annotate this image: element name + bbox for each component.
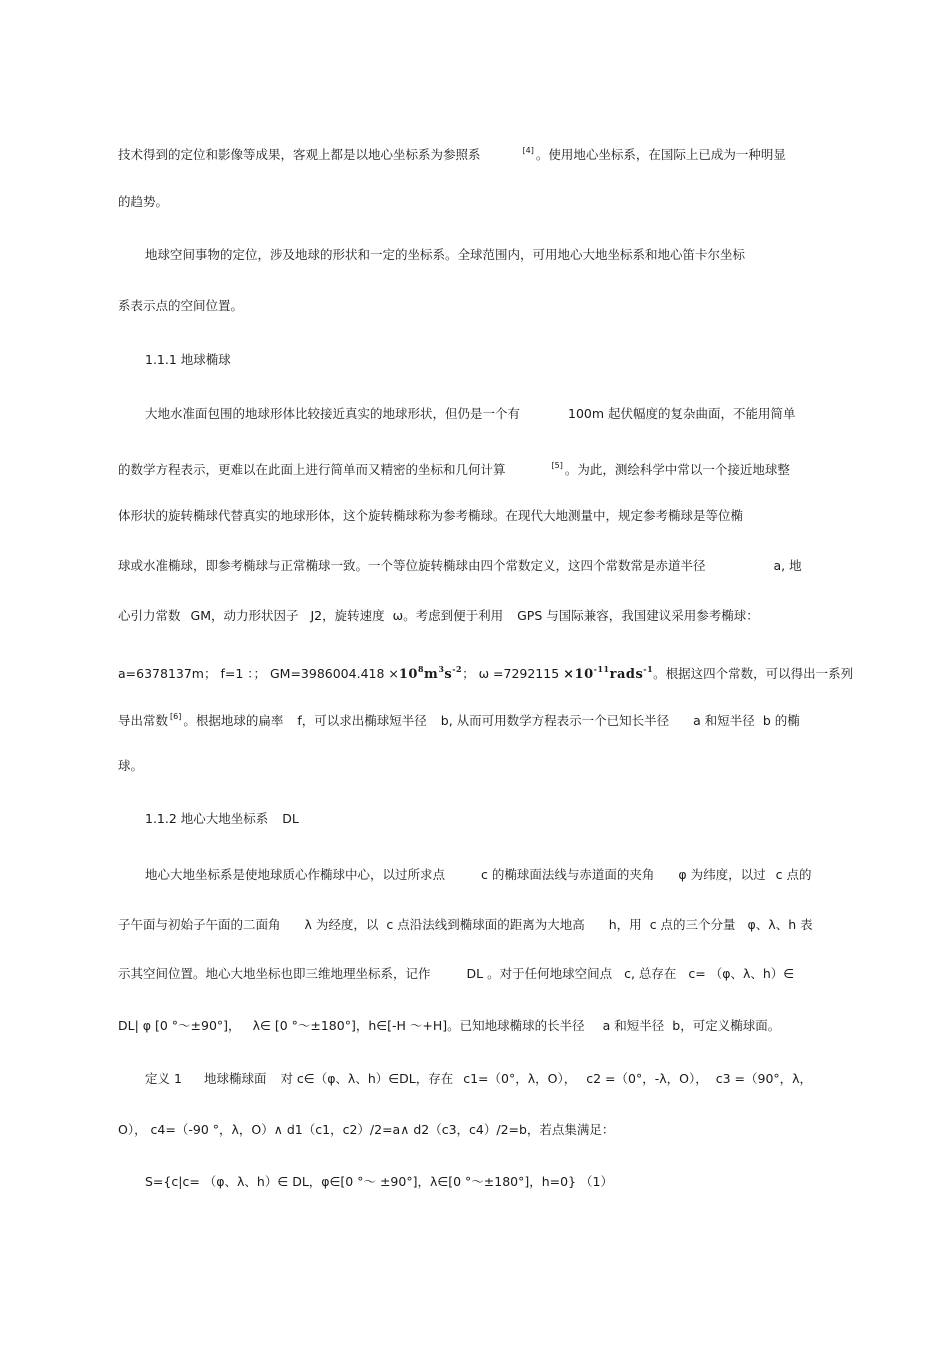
paragraph-line [118,660,854,684]
formula-exponent: -11 [593,664,610,674]
text: 的数学方程表示，更难以在此面上进行简单而又精密的坐标和几何计算 [118,462,506,477]
text: 大地水准面包围的地球形体比较接近真实的地球形状，但仍是一个有 [145,406,521,421]
text: a 和短半径 [602,1018,665,1033]
text: c= （φ、λ、h）∈ [688,966,795,981]
text: a=6378137m； f=1 ：； GM=3986004.418 × [118,666,399,681]
heading-text: DL [282,811,299,826]
text: c 点沿法线到椭球面的距离为大地高 [386,917,585,932]
text: 。为此，测绘科学中常以一个接近地球整 [564,462,790,477]
section-heading [145,810,859,828]
text: c2 =（0°，-λ，O）， [586,1071,708,1086]
formula-image [563,660,653,684]
text: GM，动力形状因子 [190,608,299,623]
text: 100m 起伏幅度的复杂曲面，不能用简单 [568,406,796,421]
text: 球。 [118,758,144,773]
equation-line [145,1173,835,1191]
paragraph-line [118,507,832,525]
text: 体形状的旋转椭球代替真实的地球形体，这个旋转椭球称为参考椭球。在现代大地测量中，规定参考椭球是等位椭 [118,508,744,523]
text: DL 。对于任何地球空间点 [466,966,613,981]
formula-exponent: -1 [643,664,654,674]
paragraph-line [118,607,832,625]
text: GPS 与国际兼容，我国建议采用参考椭球： [517,608,759,623]
text: 定义 1 [145,1071,182,1086]
text: 对 c∈（φ、λ、h）∈DL，存在 [280,1071,454,1086]
text: 心引力常数 [118,608,181,623]
paragraph-line [118,965,832,983]
text: φ、λ、h 表 [747,917,813,932]
text: h，用 [608,917,642,932]
text: 的趋势。 [118,194,169,209]
text: 系表示点的空间位置。 [118,298,244,313]
text: a 和短半径 [693,713,755,728]
paragraph-line [145,1070,835,1088]
formula-text: rads [609,667,644,682]
paragraph-line [118,757,832,775]
formula-image [399,660,462,684]
text: φ 为纬度，以过 [678,867,766,882]
paragraph-line [118,193,832,211]
text: c 点的三个分量 [649,917,736,932]
paragraph-line [145,405,835,423]
text: 。使用地心坐标系，在国际上已成为一种明显 [535,147,786,162]
formula-exponent: -2 [452,664,463,674]
paragraph-line [118,142,832,164]
formula-text: s [444,667,453,682]
section-heading [145,351,859,369]
text: b 的椭 [762,713,800,728]
citation: [4] [522,146,534,155]
text: ； ω =7292115 [462,666,564,681]
citation: [6] [170,712,182,721]
text: J2，旋转速度 [310,608,385,623]
paragraph-line [118,457,832,479]
paragraph-line [118,297,832,315]
text: 。根据这四个常数，可以得出一系列 [653,666,854,681]
text: c1=（0°，λ，O）， [463,1071,577,1086]
paragraph-line [118,1017,832,1035]
text: λ 为经度，以 [304,917,379,932]
equation-text: S={c|c= （φ、λ、h）∈ DL，φ∈[0 °～ ±90°]，λ∈[0 °～±180°]，h=0} （1） [145,1174,613,1189]
formula-exponent: 8 [417,664,425,674]
formula-text: 10 [398,667,418,682]
text: c, 总存在 [624,966,677,981]
text: c 的椭球面法线与赤道面的夹角 [481,867,655,882]
text: 地心大地坐标系是使地球质心作椭球中心，以过所求点 [145,867,446,882]
paragraph-line [118,1121,832,1139]
text: 。根据地球的扁率 [183,713,284,728]
citation: [5] [551,461,563,470]
text: 子午面与初始子午面的二面角 [118,917,281,932]
formula-text: ×10 [563,667,594,682]
paragraph-line [118,557,832,575]
text: 球或水准椭球，即参考椭球与正常椭球一致。一个等位旋转椭球由四个常数定义，这四个常数常是赤道半径 [118,558,706,573]
text: O）， c4=（-90 °，λ，O）∧ d1（c1，c2）/2=a∧ d2（c3，c4）/2=b，若点集满足： [118,1122,615,1137]
heading-text: 1.1.2 地心大地坐标系 [145,811,269,826]
text: 示其空间位置。地心大地坐标也即三维地理坐标系，记作 [118,966,431,981]
text: c 点的 [775,867,812,882]
formula-exponent: 3 [438,664,445,674]
heading-text: 1.1.1 地球椭球 [145,352,231,367]
text: 地球空间事物的定位，涉及地球的形状和一定的坐标系。全球范围内，可用地心大地坐标系和地心笛卡尔坐标 [145,247,746,262]
text: 技术得到的定位和影像等成果，客观上都是以地心坐标系为参照系 [118,147,481,162]
paragraph-line [118,708,832,730]
text: 地球椭球面 [203,1071,267,1086]
text: DL| φ [0 °～±90°]， [118,1018,241,1033]
paragraph-line [118,916,832,934]
text: 导出常数 [118,713,169,728]
text: f，可以求出椭球短半径 [297,713,427,728]
text: c3 =（90°，λ， [715,1071,813,1086]
text: a, 地 [773,558,802,573]
text: b, 从而可用数学方程表示一个已知长半径 [440,713,670,728]
text: b，可定义椭球面。 [672,1018,781,1033]
paragraph-line [145,866,835,884]
paragraph-line [145,246,835,264]
text: ω。考虑到便于利用 [392,608,504,623]
formula-text: m [424,667,439,682]
text: λ∈ [0 °～±180°]，h∈[-H ～+H]。已知地球椭球的长半径 [252,1018,585,1033]
